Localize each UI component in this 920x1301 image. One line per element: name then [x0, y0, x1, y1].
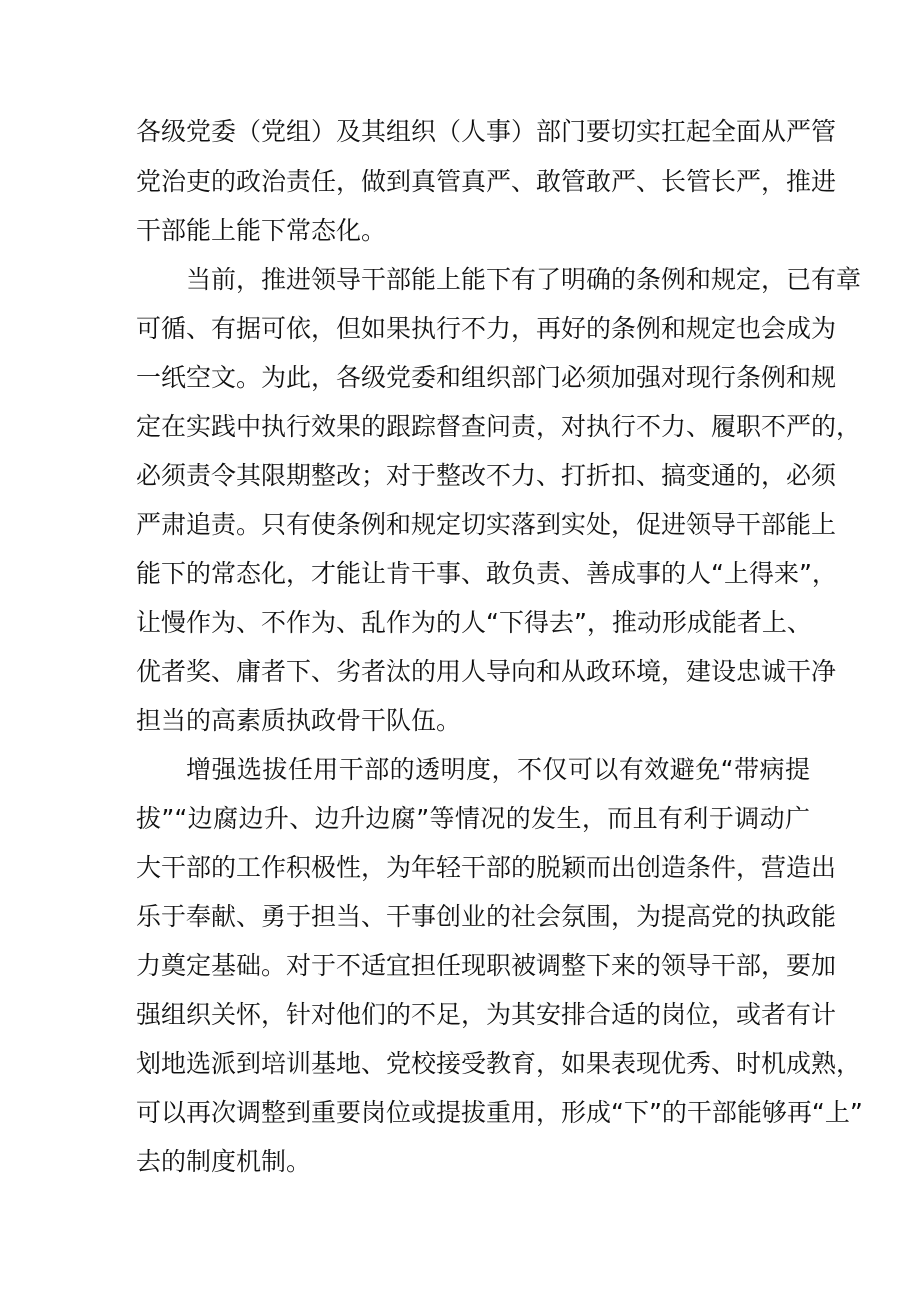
paragraph-1-line-2: 党治吏的政治责任，做到真管真严、敢管敢严、长管长严，推进 [136, 167, 837, 196]
paragraph-2-line-7: 能下的常态化，才能让肯干事、敢负责、善成事的人“上得来”， [136, 559, 837, 588]
paragraph-2-line-10: 担当的高素质执政骨干队伍。 [136, 706, 462, 735]
paragraph-2-line-5: 必须责令其限期整改；对于整改不力、打折扣、搞变通的，必须 [136, 461, 837, 490]
paragraph-2-line-8: 让慢作为、不作为、乱作为的人“下得去”，推动形成能者上、 [136, 608, 812, 637]
paragraph-2-line-6: 严肃追责。只有使条例和规定切实落到实处，促进领导干部能上 [136, 510, 837, 539]
paragraph-3-line-2: 拔”“边腐边升、边升边腐”等情况的发生，而且有利于调动广 [136, 804, 810, 833]
paragraph-2-line-4: 定在实践中执行效果的跟踪督查问责，对执行不力、履职不严的， [136, 412, 862, 441]
paragraph-2-line-1: 当前，推进领导干部能上能下有了明确的条例和规定，已有章 [186, 265, 862, 294]
paragraph-3-line-9: 去的制度机制。 [136, 1147, 312, 1176]
paragraph-3-line-1: 增强选拔任用干部的透明度，不仅可以有效避免“带病提 [186, 755, 810, 784]
paragraph-3-line-6: 强组织关怀，针对他们的不足，为其安排合适的岗位，或者有计 [136, 1000, 837, 1029]
paragraph-3-line-8: 可以再次调整到重要岗位或提拔重用，形成“下”的干部能够再“上” [136, 1098, 863, 1127]
paragraph-3-line-5: 力奠定基础。对于不适宜担任现职被调整下来的领导干部，要加 [136, 951, 837, 980]
paragraph-2-line-2: 可循、有据可依，但如果执行不力，再好的条例和规定也会成为 [136, 314, 837, 343]
paragraph-3-line-3: 大干部的工作积极性，为年轻干部的脱颖而出创造条件，营造出 [136, 853, 837, 882]
paragraph-3-line-4: 乐于奉献、勇于担当、干事创业的社会氛围，为提高党的执政能 [136, 902, 837, 931]
paragraph-1-line-3: 干部能上能下常态化。 [136, 216, 387, 245]
paragraph-1-line-1: 各级党委（党组）及其组织（人事）部门要切实扛起全面从严管 [136, 117, 837, 146]
paragraph-3-line-7: 划地选派到培训基地、党校接受教育，如果表现优秀、时机成熟， [136, 1049, 862, 1078]
paragraph-2-line-9: 优者奖、庸者下、劣者汰的用人导向和从政环境，建设忠诚干净 [136, 657, 837, 686]
paragraph-2-line-3: 一纸空文。为此，各级党委和组织部门必须加强对现行条例和规 [136, 363, 837, 392]
